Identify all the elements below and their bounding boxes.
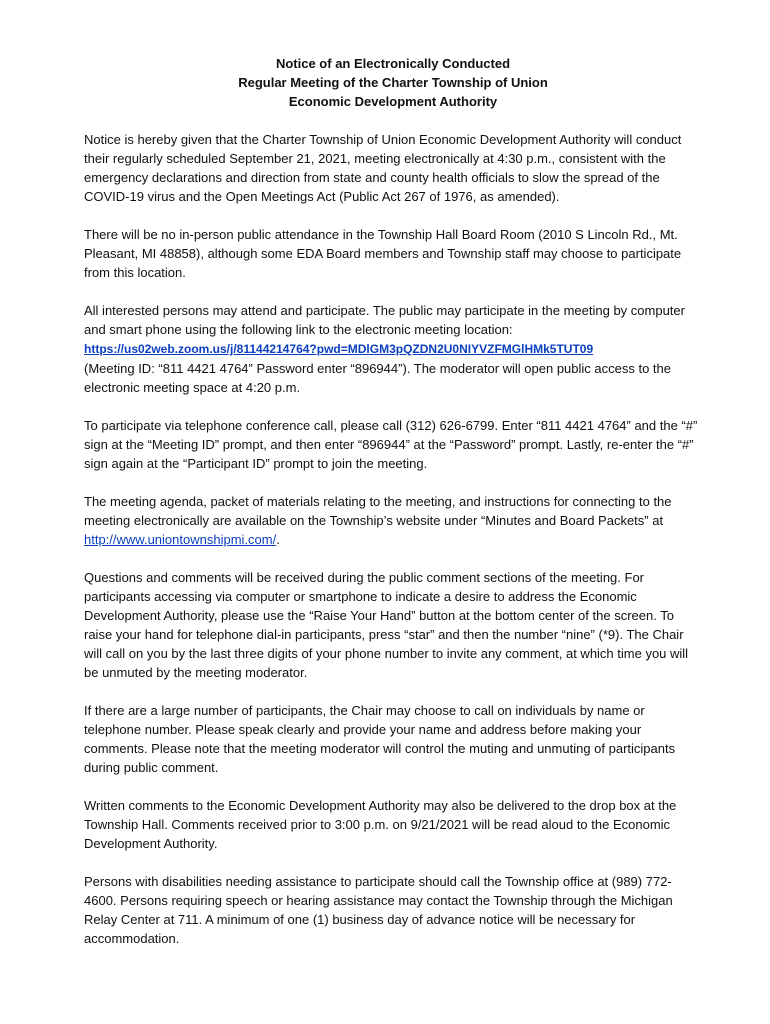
paragraph-telephone: To participate via telephone conference call, please call (312) 626-6799. Enter “811 4421 4764” and the “#” sign at the “Meeting ID” prompt, and then enter “896944” at the “Password” prompt. Lastly, re-enter the “#” sign again at the “Participant ID” prompt to join the meeting. [84, 418, 698, 471]
township-website-link[interactable]: http://www.uniontownshipmi.com/ [84, 532, 277, 547]
paragraph-agenda [84, 492, 702, 549]
title-line-2: Regular Meeting of the Charter Township of Union [238, 75, 548, 90]
agenda-text-end: . [276, 532, 280, 547]
paragraph-written-comments: Written comments to the Economic Development Authority may also be delivered to the drop box at the Township Hall. Comments received prior to 3:00 p.m. on 9/21/2021 will be read aloud to the Economic Development Authority. [84, 798, 677, 851]
paragraph-large-participation: If there are a large number of participants, the Chair may choose to call on individuals by name or telephone number. Please speak clearly and provide your name and address before making your comments. Please note that the meeting moderator will control the muting and unmuting of participants during public comment. [84, 703, 676, 775]
paragraph-in-person: There will be no in-person public attendance in the Township Hall Board Room (2010 S Lincoln Rd., Mt. Pleasant, MI 48858), although some EDA Board members and Township staff may choose to participate from this location. [84, 227, 682, 280]
zoom-meeting-link[interactable]: https://us02web.zoom.us/j/81144214764?pwd=MDlGM3pQZDN2U0NIYVZFMGlHMk5TUT09 [84, 342, 594, 356]
agenda-text: The meeting agenda, packet of materials relating to the meeting, and instructions for connecting to the meeting electronically are available on the Township’s website under “Minutes and Board Packets” at [84, 494, 672, 528]
paragraph-meeting-notice: Notice is hereby given that the Charter Township of Union Economic Development Authority will conduct their regularly scheduled September 21, 2021, meeting electronically at 4:30 p.m., consistent with the emergency declarations and direction from state and county health officials to slow the spread of the COVID-19 virus and the Open Meetings Act (Public Act 267 of 1976, as amended). [84, 132, 682, 204]
paragraph-accessibility: Persons with disabilities needing assistance to participate should call the Township office at (989) 772-4600. Persons requiring speech or hearing assistance may contact the Township through the Michigan Relay Center at 711. A minimum of one (1) business day of advance notice will be necessary for accommodation. [84, 874, 673, 946]
online-access-intro: All interested persons may attend and participate. The public may participate in the meeting by computer and smart phone using the following link to the electronic meeting location: [84, 303, 685, 337]
title-line-3: Economic Development Authority [288, 94, 498, 109]
title-line-1: Notice of an Electronically Conducted [275, 56, 511, 71]
notice-title [84, 54, 702, 111]
online-access-details: (Meeting ID: “811 4421 4764” Password enter “896944”). The moderator will open public access to the electronic meeting space at 4:20 p.m. [84, 361, 672, 395]
paragraph-online-access [84, 301, 702, 397]
paragraph-public-comment: Questions and comments will be received during the public comment sections of the meeting. For participants accessing via computer or smartphone to indicate a desire to address the Economic Development Authority, please use the “Raise Your Hand” button at the bottom center of the screen. To raise your hand for telephone dial-in participants, press “star” and then the number “nine” (*9). The Chair will call on you by the last three digits of your phone number to invite any comment, at which time you will be unmuted by the meeting moderator. [84, 570, 689, 680]
notice-document [84, 54, 702, 967]
